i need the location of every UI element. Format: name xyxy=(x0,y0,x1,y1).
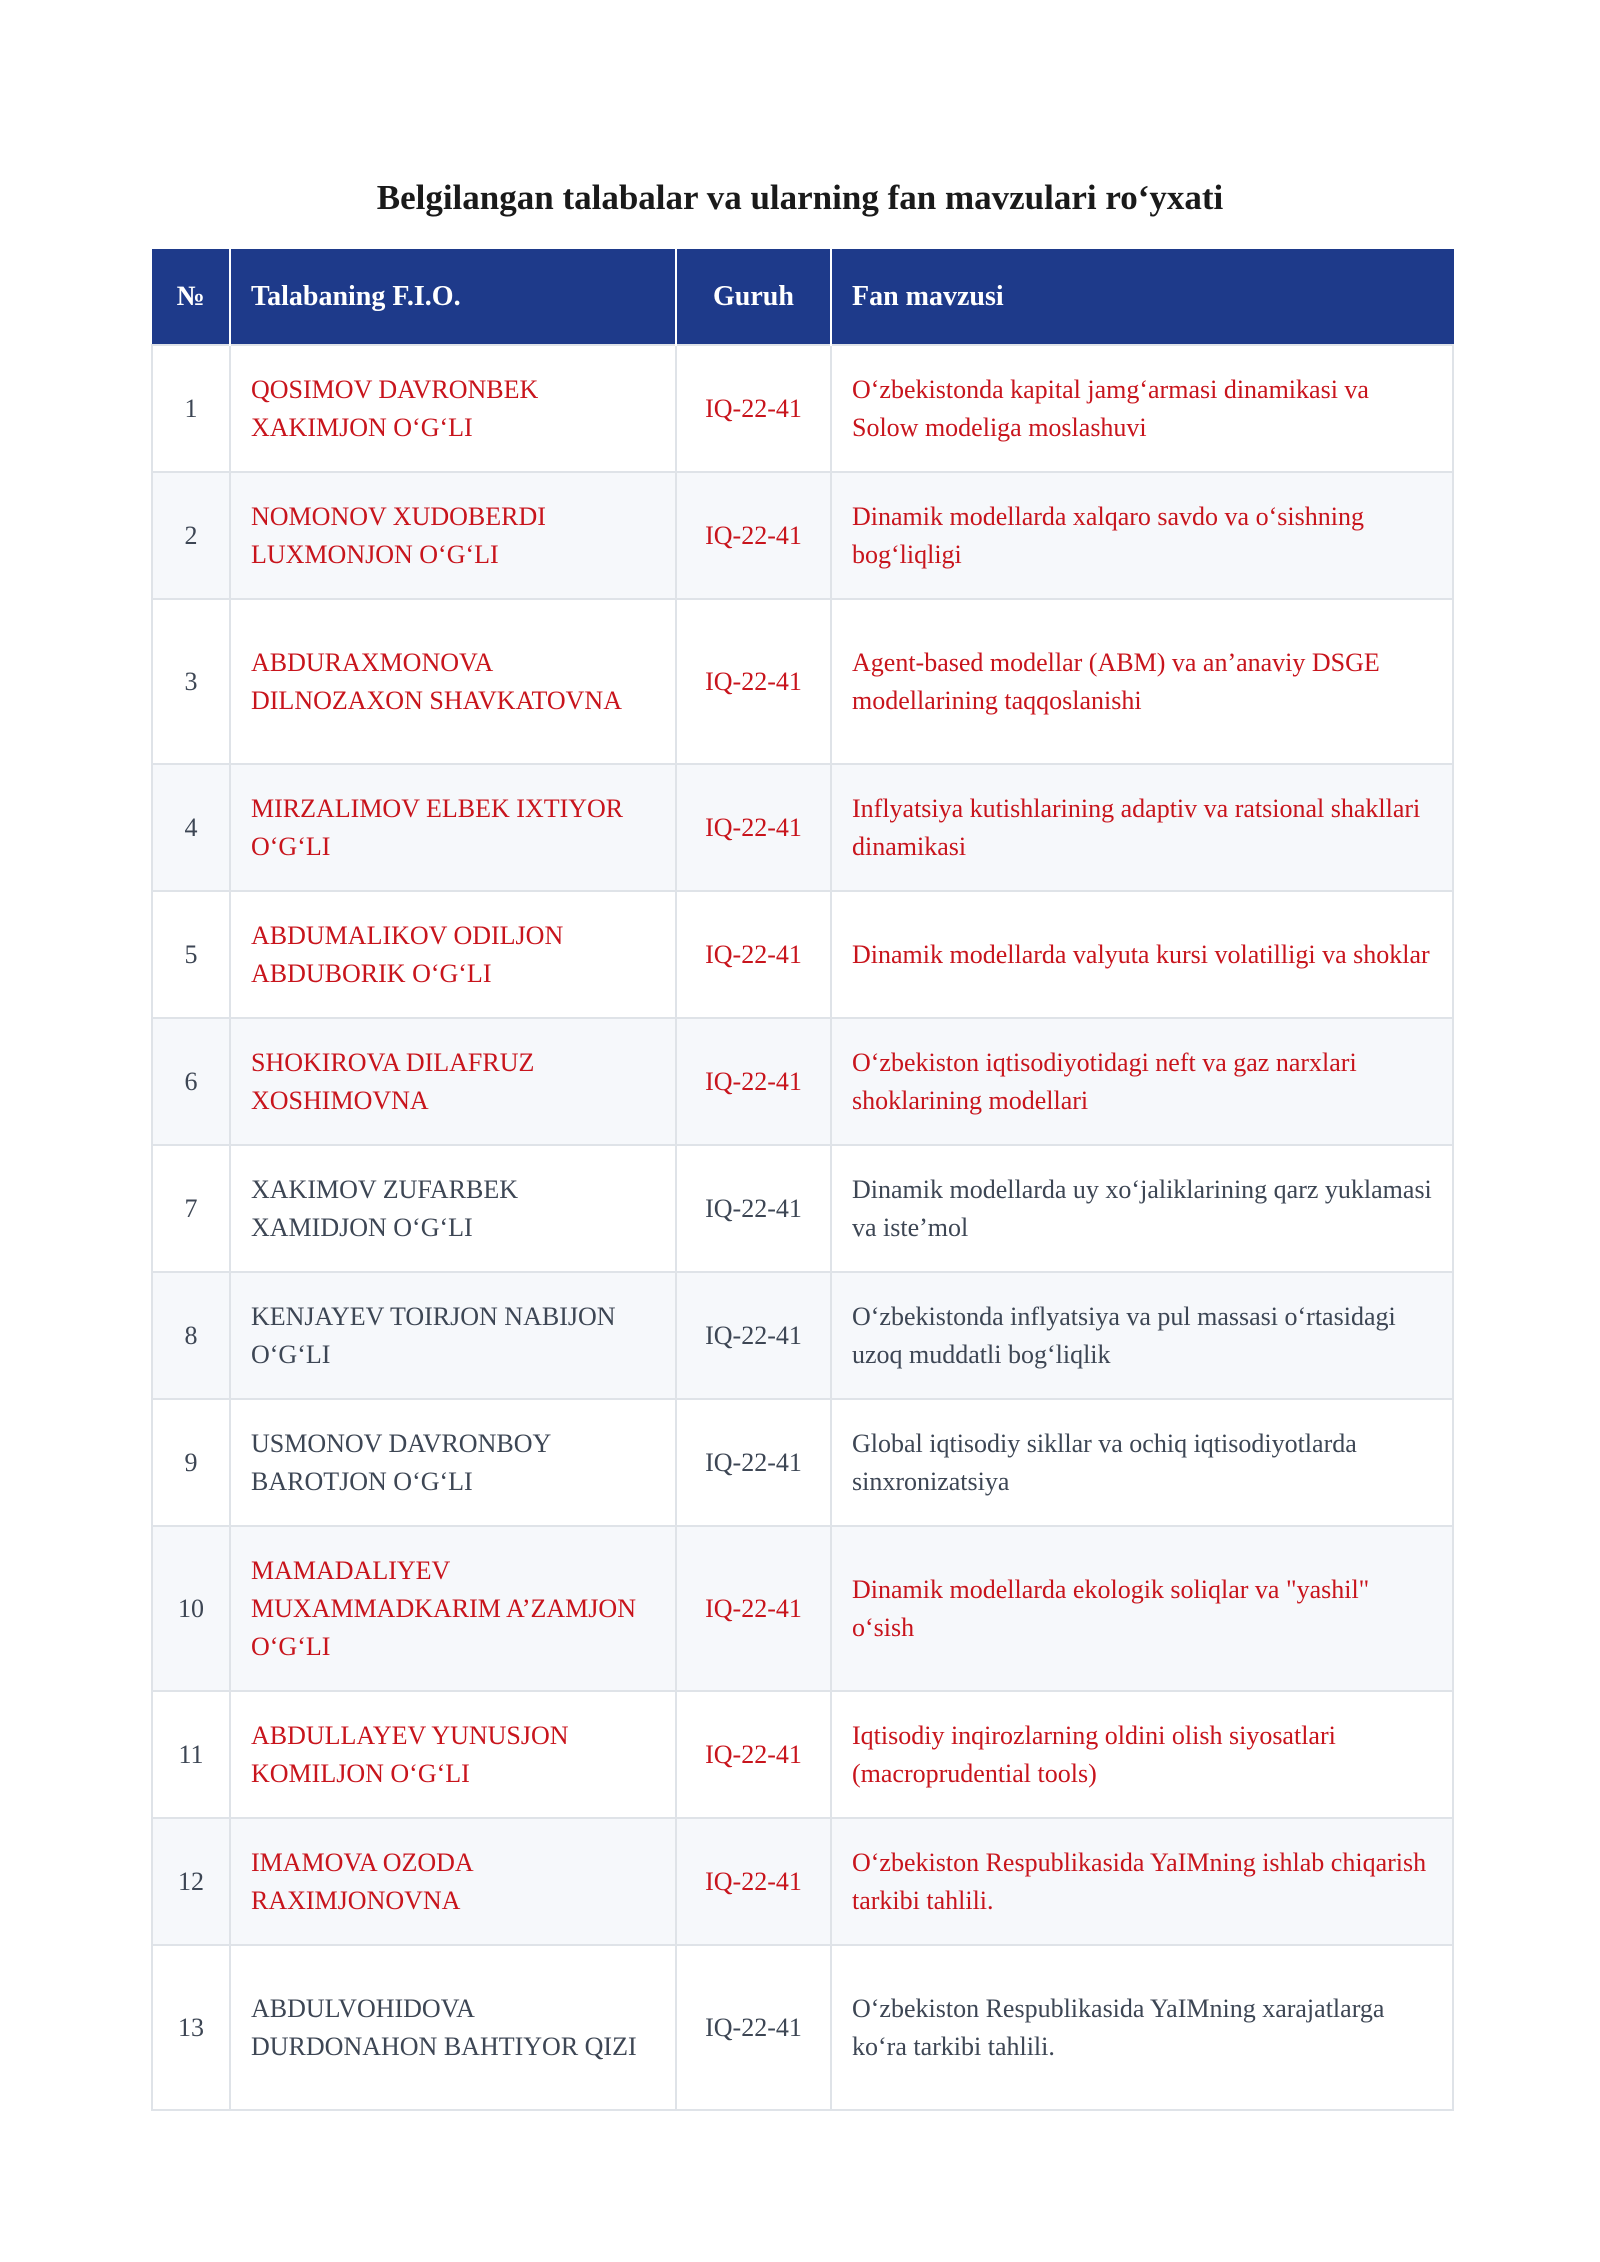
table-row xyxy=(152,1945,1453,2110)
student-topic: Inflyatsiya kutishlarining adaptiv va ratsional shakllari dinamikasi xyxy=(831,764,1453,891)
student-name: SHOKIROVA DILAFRUZ XOSHIMOVNA xyxy=(230,1018,676,1145)
table-row xyxy=(152,1272,1453,1399)
student-name: ABDUMALIKOV ODILJON ABDUBORIK O‘G‘LI xyxy=(230,891,676,1018)
student-name: XAKIMOV ZUFARBEK XAMIDJON O‘G‘LI xyxy=(230,1145,676,1272)
row-number: 11 xyxy=(152,1691,230,1818)
student-topic: Dinamik modellarda xalqaro savdo va o‘sishning bog‘liqligi xyxy=(831,472,1453,599)
row-number: 5 xyxy=(152,891,230,1018)
student-group: IQ-22-41 xyxy=(676,599,831,764)
table-row xyxy=(152,1018,1453,1145)
page-title: Belgilangan talabalar va ularning fan mavzulari ro‘yxati xyxy=(376,178,1224,218)
student-name: QOSIMOV DAVRONBEK XAKIMJON O‘G‘LI xyxy=(230,345,676,472)
student-topic: Agent-based modellar (ABM) va an’anaviy DSGE modellarining taqqoslanishi xyxy=(831,599,1453,764)
student-topic: Dinamik modellarda ekologik soliqlar va "yashil" o‘sish xyxy=(831,1526,1453,1691)
student-name: KENJAYEV TOIRJON NABIJON O‘G‘LI xyxy=(230,1272,676,1399)
row-number: 4 xyxy=(152,764,230,891)
student-topic: Dinamik modellarda valyuta kursi volatilligi va shoklar xyxy=(831,891,1453,1018)
column-header-name: Talabaning F.I.O. xyxy=(230,250,676,346)
row-number: 10 xyxy=(152,1526,230,1691)
student-group: IQ-22-41 xyxy=(676,764,831,891)
row-number: 7 xyxy=(152,1145,230,1272)
table-row xyxy=(152,1526,1453,1691)
row-number: 9 xyxy=(152,1399,230,1526)
table-row xyxy=(152,1818,1453,1945)
student-group: IQ-22-41 xyxy=(676,472,831,599)
table-row xyxy=(152,1399,1453,1526)
student-name: ABDULVOHIDOVA DURDONAHON BAHTIYOR QIZI xyxy=(230,1945,676,2110)
student-topic: Iqtisodiy inqirozlarning oldini olish siyosatlari (macroprudential tools) xyxy=(831,1691,1453,1818)
header-row xyxy=(152,250,1453,346)
student-group: IQ-22-41 xyxy=(676,1145,831,1272)
student-topic: O‘zbekiston iqtisodiyotidagi neft va gaz narxlari shoklarining modellari xyxy=(831,1018,1453,1145)
student-group: IQ-22-41 xyxy=(676,1945,831,2110)
column-header-group: Guruh xyxy=(676,250,831,346)
table-body xyxy=(152,345,1453,2110)
student-name: ABDULLAYEV YUNUSJON KOMILJON O‘G‘LI xyxy=(230,1691,676,1818)
column-header-number: № xyxy=(152,250,230,346)
student-group: IQ-22-41 xyxy=(676,1018,831,1145)
row-number: 3 xyxy=(152,599,230,764)
table-row xyxy=(152,345,1453,472)
student-topic: O‘zbekistonda inflyatsiya va pul massasi o‘rtasidagi uzoq muddatli bog‘liqlik xyxy=(831,1272,1453,1399)
students-table xyxy=(151,249,1454,2111)
row-number: 13 xyxy=(152,1945,230,2110)
student-name: MAMADALIYEV MUXAMMADKARIM A’ZAMJON O‘G‘LI xyxy=(230,1526,676,1691)
student-name: MIRZALIMOV ELBEK IXTIYOR O‘G‘LI xyxy=(230,764,676,891)
student-name: NOMONOV XUDOBERDI LUXMONJON O‘G‘LI xyxy=(230,472,676,599)
student-topic: Dinamik modellarda uy xo‘jaliklarining qarz yuklamasi va iste’mol xyxy=(831,1145,1453,1272)
table-header xyxy=(152,250,1453,346)
row-number: 6 xyxy=(152,1018,230,1145)
table-row xyxy=(152,599,1453,764)
table-row xyxy=(152,1145,1453,1272)
student-topic: O‘zbekiston Respublikasida YaIMning ishlab chiqarish tarkibi tahlili. xyxy=(831,1818,1453,1945)
student-group: IQ-22-41 xyxy=(676,1818,831,1945)
student-group: IQ-22-41 xyxy=(676,1691,831,1818)
student-group: IQ-22-41 xyxy=(676,345,831,472)
student-group: IQ-22-41 xyxy=(676,891,831,1018)
row-number: 1 xyxy=(152,345,230,472)
table-row xyxy=(152,891,1453,1018)
student-group: IQ-22-41 xyxy=(676,1526,831,1691)
table-row xyxy=(152,764,1453,891)
student-name: USMONOV DAVRONBOY BAROTJON O‘G‘LI xyxy=(230,1399,676,1526)
table-row xyxy=(152,472,1453,599)
student-name: IMAMOVA OZODA RAXIMJONOVNA xyxy=(230,1818,676,1945)
column-header-topic: Fan mavzusi xyxy=(831,250,1453,346)
student-group: IQ-22-41 xyxy=(676,1272,831,1399)
row-number: 8 xyxy=(152,1272,230,1399)
row-number: 12 xyxy=(152,1818,230,1945)
row-number: 2 xyxy=(152,472,230,599)
student-topic: O‘zbekistonda kapital jamg‘armasi dinamikasi va Solow modeliga moslashuvi xyxy=(831,345,1453,472)
student-group: IQ-22-41 xyxy=(676,1399,831,1526)
student-name: ABDURAXMONOVA DILNOZAXON SHAVKATOVNA xyxy=(230,599,676,764)
student-topic: Global iqtisodiy sikllar va ochiq iqtisodiyotlarda sinxronizatsiya xyxy=(831,1399,1453,1526)
table-row xyxy=(152,1691,1453,1818)
student-topic: O‘zbekiston Respublikasida YaIMning xarajatlarga ko‘ra tarkibi tahlili. xyxy=(831,1945,1453,2110)
